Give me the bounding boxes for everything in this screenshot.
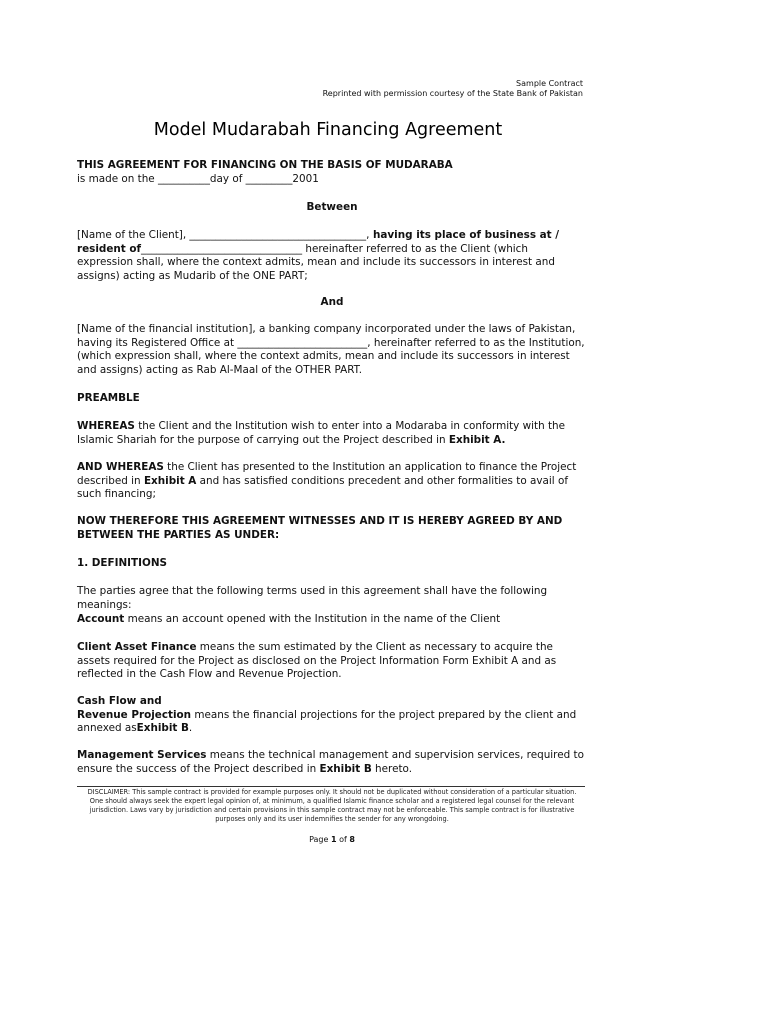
- and-heading: And: [320, 296, 344, 308]
- opening-heading: THIS AGREEMENT FOR FINANCING ON THE BASIS OF MUDARABA: [77, 159, 453, 171]
- page-number: Page 1 of 8: [309, 835, 355, 844]
- definition-account: Account means an account opened with the Institution in the name of the Client: [77, 613, 501, 625]
- now-therefore-heading: NOW THEREFORE THIS AGREEMENT WITNESSES AND IT IS HEREBY AGREED BY AND BETWEEN THE PARTIES AS UNDER:: [77, 515, 563, 541]
- definitions-intro: The parties agree that the following terms used in this agreement shall have the following meanings:: [77, 585, 548, 611]
- definition-management-services: Management Services means the technical management and supervision services, required to ensure the success of the Project described in Exhibit B hereto.: [77, 749, 584, 775]
- client-party-paragraph: [Name of the Client], __________________________________, having its place of business at / resident of_______________________________ hereinafter referred to as the Client (which expression shall, where the context admits, mean and include its successors in interest and assigns) acting as Mudarib of the ONE PART;: [77, 229, 560, 282]
- document-title: Model Mudarabah Financing Agreement: [153, 120, 503, 140]
- definition-cash-flow: Cash Flow and Revenue Projection means the financial projections for the project prepared by the client and annexed asExhibit B.: [77, 695, 577, 735]
- whereas-paragraph-1: WHEREAS the Client and the Institution wish to enter into a Modaraba in conformity with the Islamic Shariah for the purpose of carrying out the Project described in Exhibit A.: [77, 420, 566, 446]
- preamble-heading: PREAMBLE: [77, 392, 140, 404]
- disclaimer-text: DISCLAIMER: This sample contract is provided for example purposes only. It should not be duplicated without consideration of a particular situation. One should always seek the expert legal opinion of, at minimum, a qualified Islamic finance scholar and a registered legal counsel for the relevant jurisdiction. Laws vary by jurisdiction and certain provisions in this sample contract may not be enforceable. This sample contract is for illustrative purposes only and its user indemnifies the sender for any wrongdoing.: [87, 788, 577, 823]
- institution-party-paragraph: [Name of the financial institution], a banking company incorporated under the laws of Pakistan, having its Registered Office at _________________________, hereinafter referred to as the Institution, (which expression shall, where the context admits, mean and include its successors in interest and assigns) acting as Rab Al-Maal of the OTHER PART.: [77, 323, 585, 376]
- between-heading: Between: [306, 201, 358, 213]
- header-reprint-note: Reprinted with permission courtesy of the State Bank of Pakistan: [322, 89, 583, 98]
- definitions-heading: 1. DEFINITIONS: [77, 557, 168, 569]
- header-sample-contract: Sample Contract: [516, 79, 583, 88]
- opening-date-line: is made on the __________day of _________2001: [77, 173, 319, 185]
- definition-client-asset-finance: Client Asset Finance means the sum estimated by the Client as necessary to acquire the assets required for the Project as disclosed on the Project Information Form Exhibit A and as reflected in the Cash Flow and Revenue Projection.: [77, 641, 557, 681]
- footer-divider: [77, 786, 585, 787]
- whereas-paragraph-2: AND WHEREAS the Client has presented to the Institution an application to finance the Project described in Exhibit A and has satisfied conditions precedent and other formalities to avail of such financing;: [77, 461, 577, 501]
